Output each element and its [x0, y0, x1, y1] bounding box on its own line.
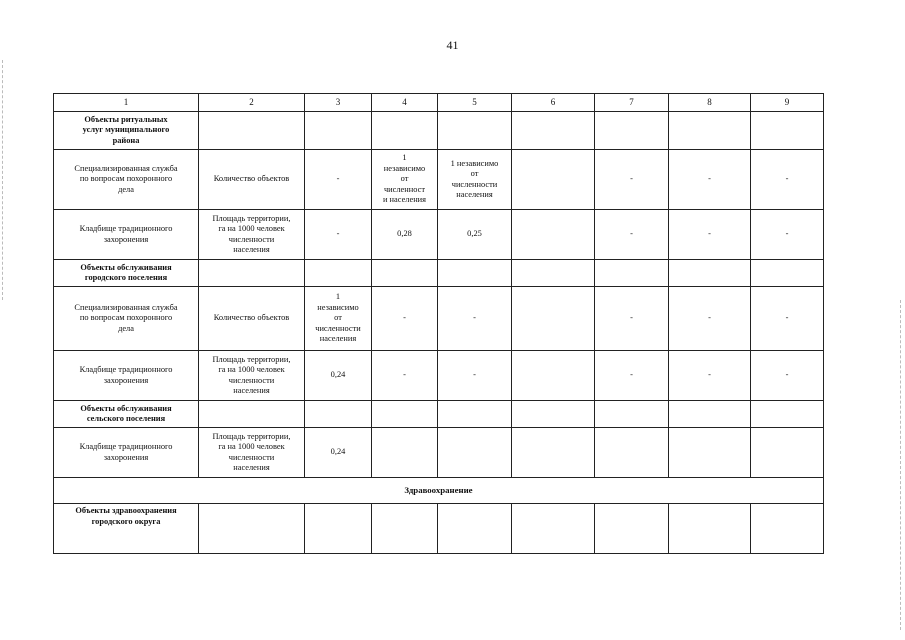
category-row: [54, 478, 824, 504]
column-number: 2: [199, 94, 305, 112]
section-heading: Объекты обслуживания сельского поселения: [54, 401, 199, 428]
table-cell: [438, 112, 512, 150]
page-number: 41: [446, 38, 459, 52]
value-cell: -: [595, 150, 669, 210]
table-cell: [669, 504, 751, 554]
value-cell: -: [438, 351, 512, 401]
indicator-cell: Площадь территории, га на 1000 человек численности населения: [199, 210, 305, 260]
section-row: [54, 112, 824, 150]
column-number: 7: [595, 94, 669, 112]
value-cell: -: [751, 287, 824, 351]
table-cell: [372, 112, 438, 150]
value-cell: -: [595, 210, 669, 260]
column-number: 4: [372, 94, 438, 112]
column-number-row: [54, 94, 824, 112]
scan-edge-mark: [2, 60, 4, 300]
column-number: 6: [512, 94, 595, 112]
object-name-cell: Специализированная служба по вопросам похоронного дела: [54, 150, 199, 210]
table-cell: [512, 504, 595, 554]
table-row: [54, 351, 824, 401]
value-cell: -: [305, 150, 372, 210]
table-cell: [512, 112, 595, 150]
table-cell: [199, 401, 305, 428]
table-cell: [751, 401, 824, 428]
value-cell: -: [669, 351, 751, 401]
section-row: [54, 401, 824, 428]
column-number: 1: [54, 94, 199, 112]
category-heading: Здравоохранение: [54, 478, 824, 504]
value-cell: [438, 428, 512, 478]
table-cell: [512, 260, 595, 287]
value-cell: -: [372, 287, 438, 351]
table-cell: [751, 504, 824, 554]
table-cell: [669, 112, 751, 150]
object-name-cell: Кладбище традиционного захоронения: [54, 428, 199, 478]
object-name-cell: Кладбище традиционного захоронения: [54, 351, 199, 401]
value-cell: -: [751, 150, 824, 210]
indicator-cell: Площадь территории, га на 1000 человек численности населения: [199, 351, 305, 401]
indicator-cell: Площадь территории, га на 1000 человек численности населения: [199, 428, 305, 478]
value-cell: 0,24: [305, 351, 372, 401]
value-cell: 1 независимо от численност и населения: [372, 150, 438, 210]
planning-standards-table: [53, 93, 824, 554]
table-cell: [669, 401, 751, 428]
value-cell: -: [669, 287, 751, 351]
value-cell: -: [669, 150, 751, 210]
table-cell: [438, 260, 512, 287]
table-cell: [372, 504, 438, 554]
indicator-cell: Количество объектов: [199, 287, 305, 351]
table-cell: [595, 260, 669, 287]
section-row: [54, 504, 824, 554]
value-cell: 1 независимо от численности населения: [438, 150, 512, 210]
value-cell: [372, 428, 438, 478]
section-heading: Объекты ритуальных услуг муниципального района: [54, 112, 199, 150]
table-cell: [751, 112, 824, 150]
value-cell: -: [372, 351, 438, 401]
value-cell: -: [595, 351, 669, 401]
value-cell: [595, 428, 669, 478]
table-row: [54, 150, 824, 210]
value-cell: [512, 210, 595, 260]
value-cell: [512, 150, 595, 210]
table-cell: [372, 260, 438, 287]
value-cell: [512, 428, 595, 478]
value-cell: 0,24: [305, 428, 372, 478]
section-heading: Объекты обслуживания городского поселения: [54, 260, 199, 287]
table-cell: [199, 112, 305, 150]
table-cell: [305, 112, 372, 150]
value-cell: -: [438, 287, 512, 351]
section-heading: Объекты здравоохранения городского округа: [54, 504, 199, 554]
value-cell: -: [595, 287, 669, 351]
table-row: [54, 428, 824, 478]
value-cell: -: [751, 351, 824, 401]
value-cell: -: [669, 210, 751, 260]
table-cell: [305, 401, 372, 428]
table-cell: [438, 401, 512, 428]
table-cell: [438, 504, 512, 554]
value-cell: 1 независимо от численности населения: [305, 287, 372, 351]
column-number: 5: [438, 94, 512, 112]
scan-edge-mark: [900, 300, 902, 630]
column-number: 9: [751, 94, 824, 112]
table-row: [54, 210, 824, 260]
indicator-cell: Количество объектов: [199, 150, 305, 210]
table-cell: [199, 504, 305, 554]
table-cell: [305, 504, 372, 554]
column-number: 8: [669, 94, 751, 112]
value-cell: [512, 287, 595, 351]
table-row: [54, 287, 824, 351]
section-row: [54, 260, 824, 287]
table-cell: [751, 260, 824, 287]
object-name-cell: Специализированная служба по вопросам похоронного дела: [54, 287, 199, 351]
value-cell: -: [751, 210, 824, 260]
table-cell: [305, 260, 372, 287]
table-cell: [595, 401, 669, 428]
column-number: 3: [305, 94, 372, 112]
value-cell: [751, 428, 824, 478]
table-cell: [372, 401, 438, 428]
value-cell: -: [305, 210, 372, 260]
table-cell: [512, 401, 595, 428]
value-cell: [512, 351, 595, 401]
value-cell: 0,25: [438, 210, 512, 260]
value-cell: [669, 428, 751, 478]
object-name-cell: Кладбище традиционного захоронения: [54, 210, 199, 260]
table-cell: [595, 112, 669, 150]
table-cell: [199, 260, 305, 287]
value-cell: 0,28: [372, 210, 438, 260]
table-cell: [595, 504, 669, 554]
table-cell: [669, 260, 751, 287]
